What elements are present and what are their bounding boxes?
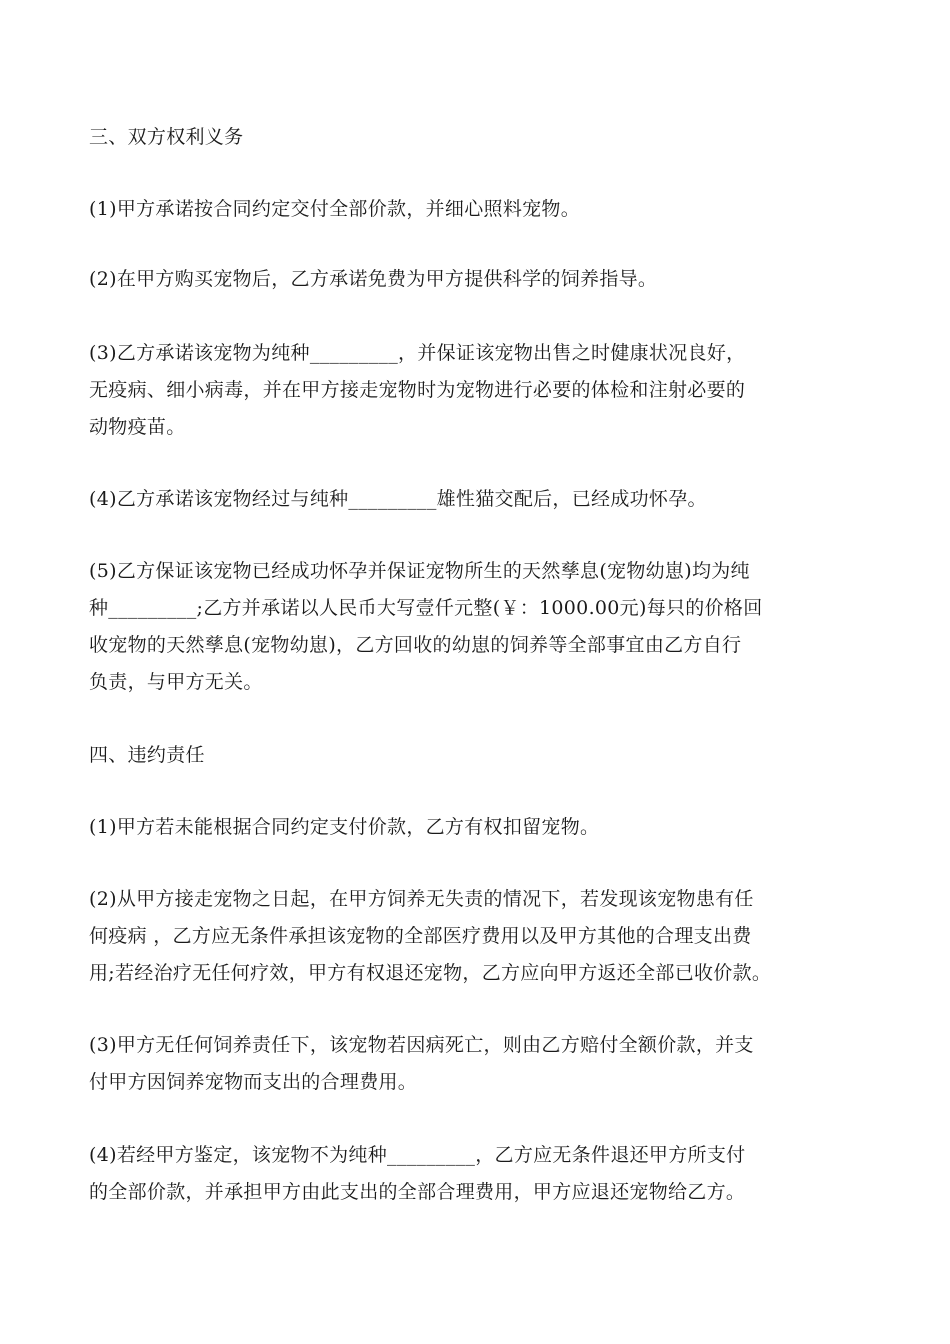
clause-4-4-line-1: (4)若经甲方鉴定，该宠物不为纯种_________，乙方应无条件退还甲方所支付 [89, 1144, 746, 1166]
section-heading-rights-obligations: 三、双方权利义务 [89, 126, 244, 148]
clause-3-5-line-1: (5)乙方保证该宠物已经成功怀孕并保证宠物所生的天然孳息(宠物幼崽)均为纯 [89, 560, 750, 582]
section-heading-liability: 四、违约责任 [89, 744, 205, 766]
clause-3-3-line-2: 无疫病、细小病毒，并在甲方接走宠物时为宠物进行必要的体检和注射必要的 [89, 379, 746, 401]
clause-4-4-line-2: 的全部价款，并承担甲方由此支出的全部合理费用，甲方应退还宠物给乙方。 [89, 1181, 746, 1203]
clause-3-5-line-3: 收宠物的天然孳息(宠物幼崽)，乙方回收的幼崽的饲养等全部事宜由乙方自行 [89, 634, 742, 656]
clause-3-2: (2)在甲方购买宠物后，乙方承诺免费为甲方提供科学的饲养指导。 [89, 268, 658, 290]
clause-3-5-line-2: 种_________;乙方并承诺以人民币大写壹仟元整(￥：1000.00元)每只的价格回 [89, 597, 763, 619]
clause-4-2-line-3: 用;若经治疗无任何疗效，甲方有权退还宠物，乙方应向甲方返还全部已收价款。 [89, 962, 772, 984]
clause-4-1: (1)甲方若未能根据合同约定支付价款，乙方有权扣留宠物。 [89, 816, 600, 838]
clause-4-3-line-2: 付甲方因饲养宠物而支出的合理费用。 [89, 1071, 418, 1093]
clause-3-3-line-1: (3)乙方承诺该宠物为纯种_________，并保证该宠物出售之时健康状况良好， [89, 342, 746, 364]
clause-4-2-line-2: 何疫病 ，乙方应无条件承担该宠物的全部医疗费用以及甲方其他的合理支出费 [89, 925, 752, 947]
clause-3-4: (4)乙方承诺该宠物经过与纯种_________雄性猫交配后，已经成功怀孕。 [89, 488, 707, 510]
clause-3-3-line-3: 动物疫苗。 [89, 416, 186, 438]
clause-3-5-line-4: 负责，与甲方无关。 [89, 671, 263, 693]
clause-4-2-line-1: (2)从甲方接走宠物之日起，在甲方饲养无失责的情况下，若发现该宠物患有任 [89, 888, 754, 910]
clause-3-1: (1)甲方承诺按合同约定交付全部价款，并细心照料宠物。 [89, 198, 581, 220]
clause-4-3-line-1: (3)甲方无任何饲养责任下，该宠物若因病死亡，则由乙方赔付全额价款，并支 [89, 1034, 754, 1056]
